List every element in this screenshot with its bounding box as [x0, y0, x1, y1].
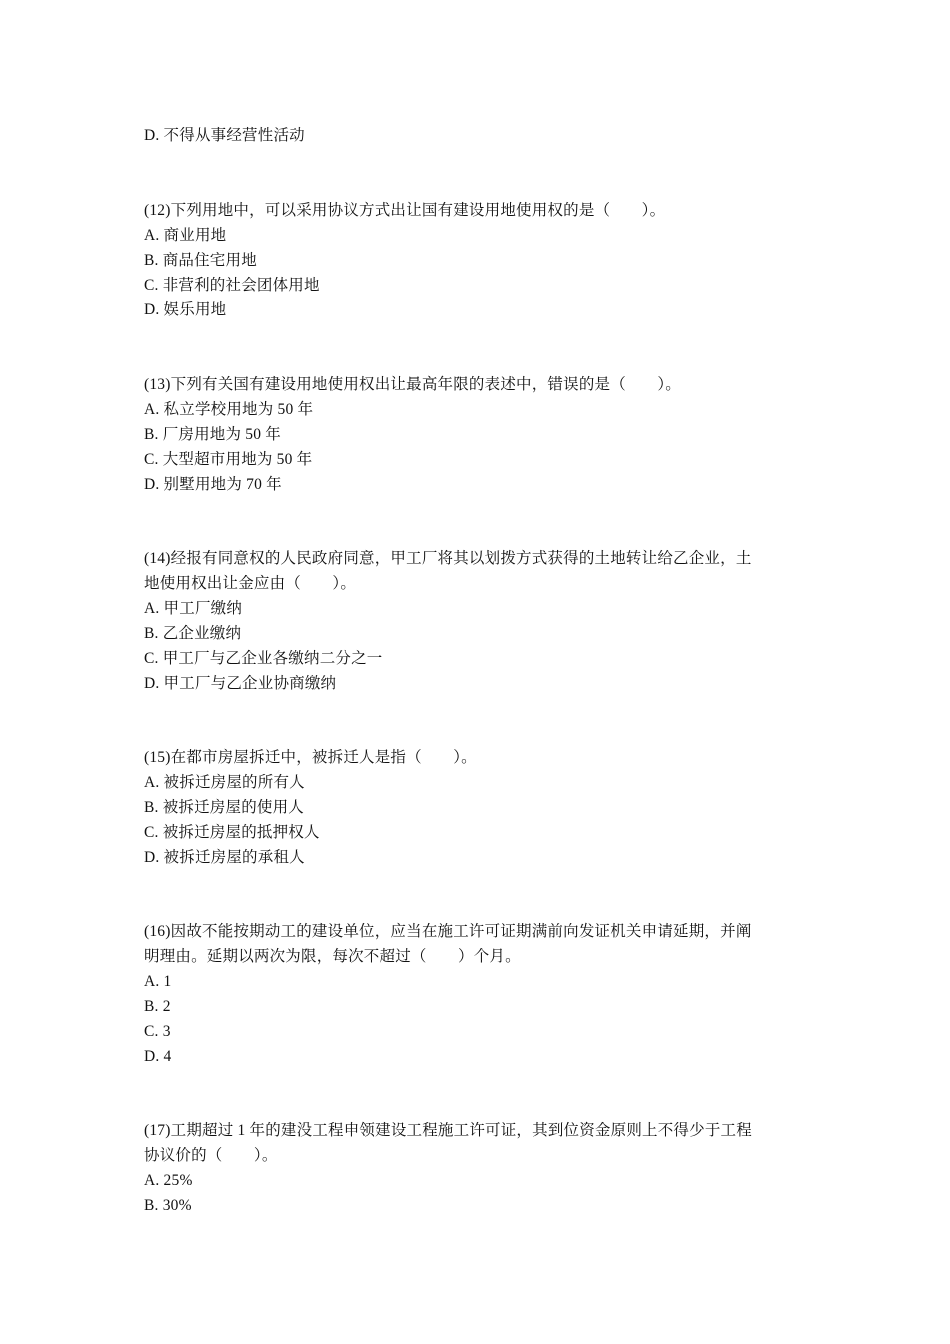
q16-stem-line1: (16)因故不能按期动工的建设单位，应当在施工许可证期满前向发证机关申请延期，并阐	[144, 923, 752, 940]
q14-option-d: D. 甲工厂与乙企业协商缴纳	[144, 675, 337, 692]
q16-option-a: A. 1	[144, 973, 172, 990]
q13-option-a: A. 私立学校用地为 50 年	[144, 401, 314, 418]
q13-stem: (13)下列有关国有建设用地使用权出让最高年限的表述中，错误的是（ ）。	[144, 376, 681, 393]
q15-option-d: D. 被拆迁房屋的承租人	[144, 849, 305, 866]
q16-stem-line2: 明理由。延期以两次为限，每次不超过（ ）个月。	[144, 948, 521, 965]
q13-option-d: D. 别墅用地为 70 年	[144, 476, 282, 493]
q17-option-a: A. 25%	[144, 1172, 193, 1189]
q17-stem-line2: 协议价的（ ）。	[144, 1147, 278, 1164]
q15-option-c: C. 被拆迁房屋的抵押权人	[144, 824, 320, 841]
q16-option-d: D. 4	[144, 1048, 172, 1065]
q16-option-c: C. 3	[144, 1023, 171, 1040]
q17-stem-line1: (17)工期超过 1 年的建没工程申领建设工程施工许可证，其到位资金原则上不得少于工程	[144, 1122, 752, 1139]
q14-stem-line2: 地使用权出让金应由（ ）。	[144, 575, 357, 592]
q14-option-c: C. 甲工厂与乙企业各缴纳二分之一	[144, 650, 383, 667]
q15-stem: (15)在都市房屋拆迁中，被拆迁人是指（ ）。	[144, 749, 477, 766]
q12-stem: (12)下列用地中，可以采用协议方式出让国有建设用地使用权的是（ ）。	[144, 202, 666, 219]
q14-option-a: A. 甲工厂缴纳	[144, 600, 243, 617]
q15-option-a: A. 被拆迁房屋的所有人	[144, 774, 305, 791]
q13-option-b: B. 厂房用地为 50 年	[144, 426, 281, 443]
q12-option-b: B. 商品住宅用地	[144, 252, 257, 269]
q16-option-b: B. 2	[144, 998, 171, 1015]
q14-option-b: B. 乙企业缴纳	[144, 625, 242, 642]
q14-stem-line1: (14)经报有同意权的人民政府同意，甲工厂将其以划拨方式获得的土地转让给乙企业，土	[144, 550, 752, 567]
q15-option-b: B. 被拆迁房屋的使用人	[144, 799, 304, 816]
q11-option-d: D. 不得从事经营性活动	[144, 127, 305, 144]
q17-option-b: B. 30%	[144, 1197, 192, 1214]
q12-option-a: A. 商业用地	[144, 227, 227, 244]
q12-option-c: C. 非营利的社会团体用地	[144, 277, 320, 294]
q12-option-d: D. 娱乐用地	[144, 301, 227, 318]
q13-option-c: C. 大型超市用地为 50 年	[144, 451, 313, 468]
